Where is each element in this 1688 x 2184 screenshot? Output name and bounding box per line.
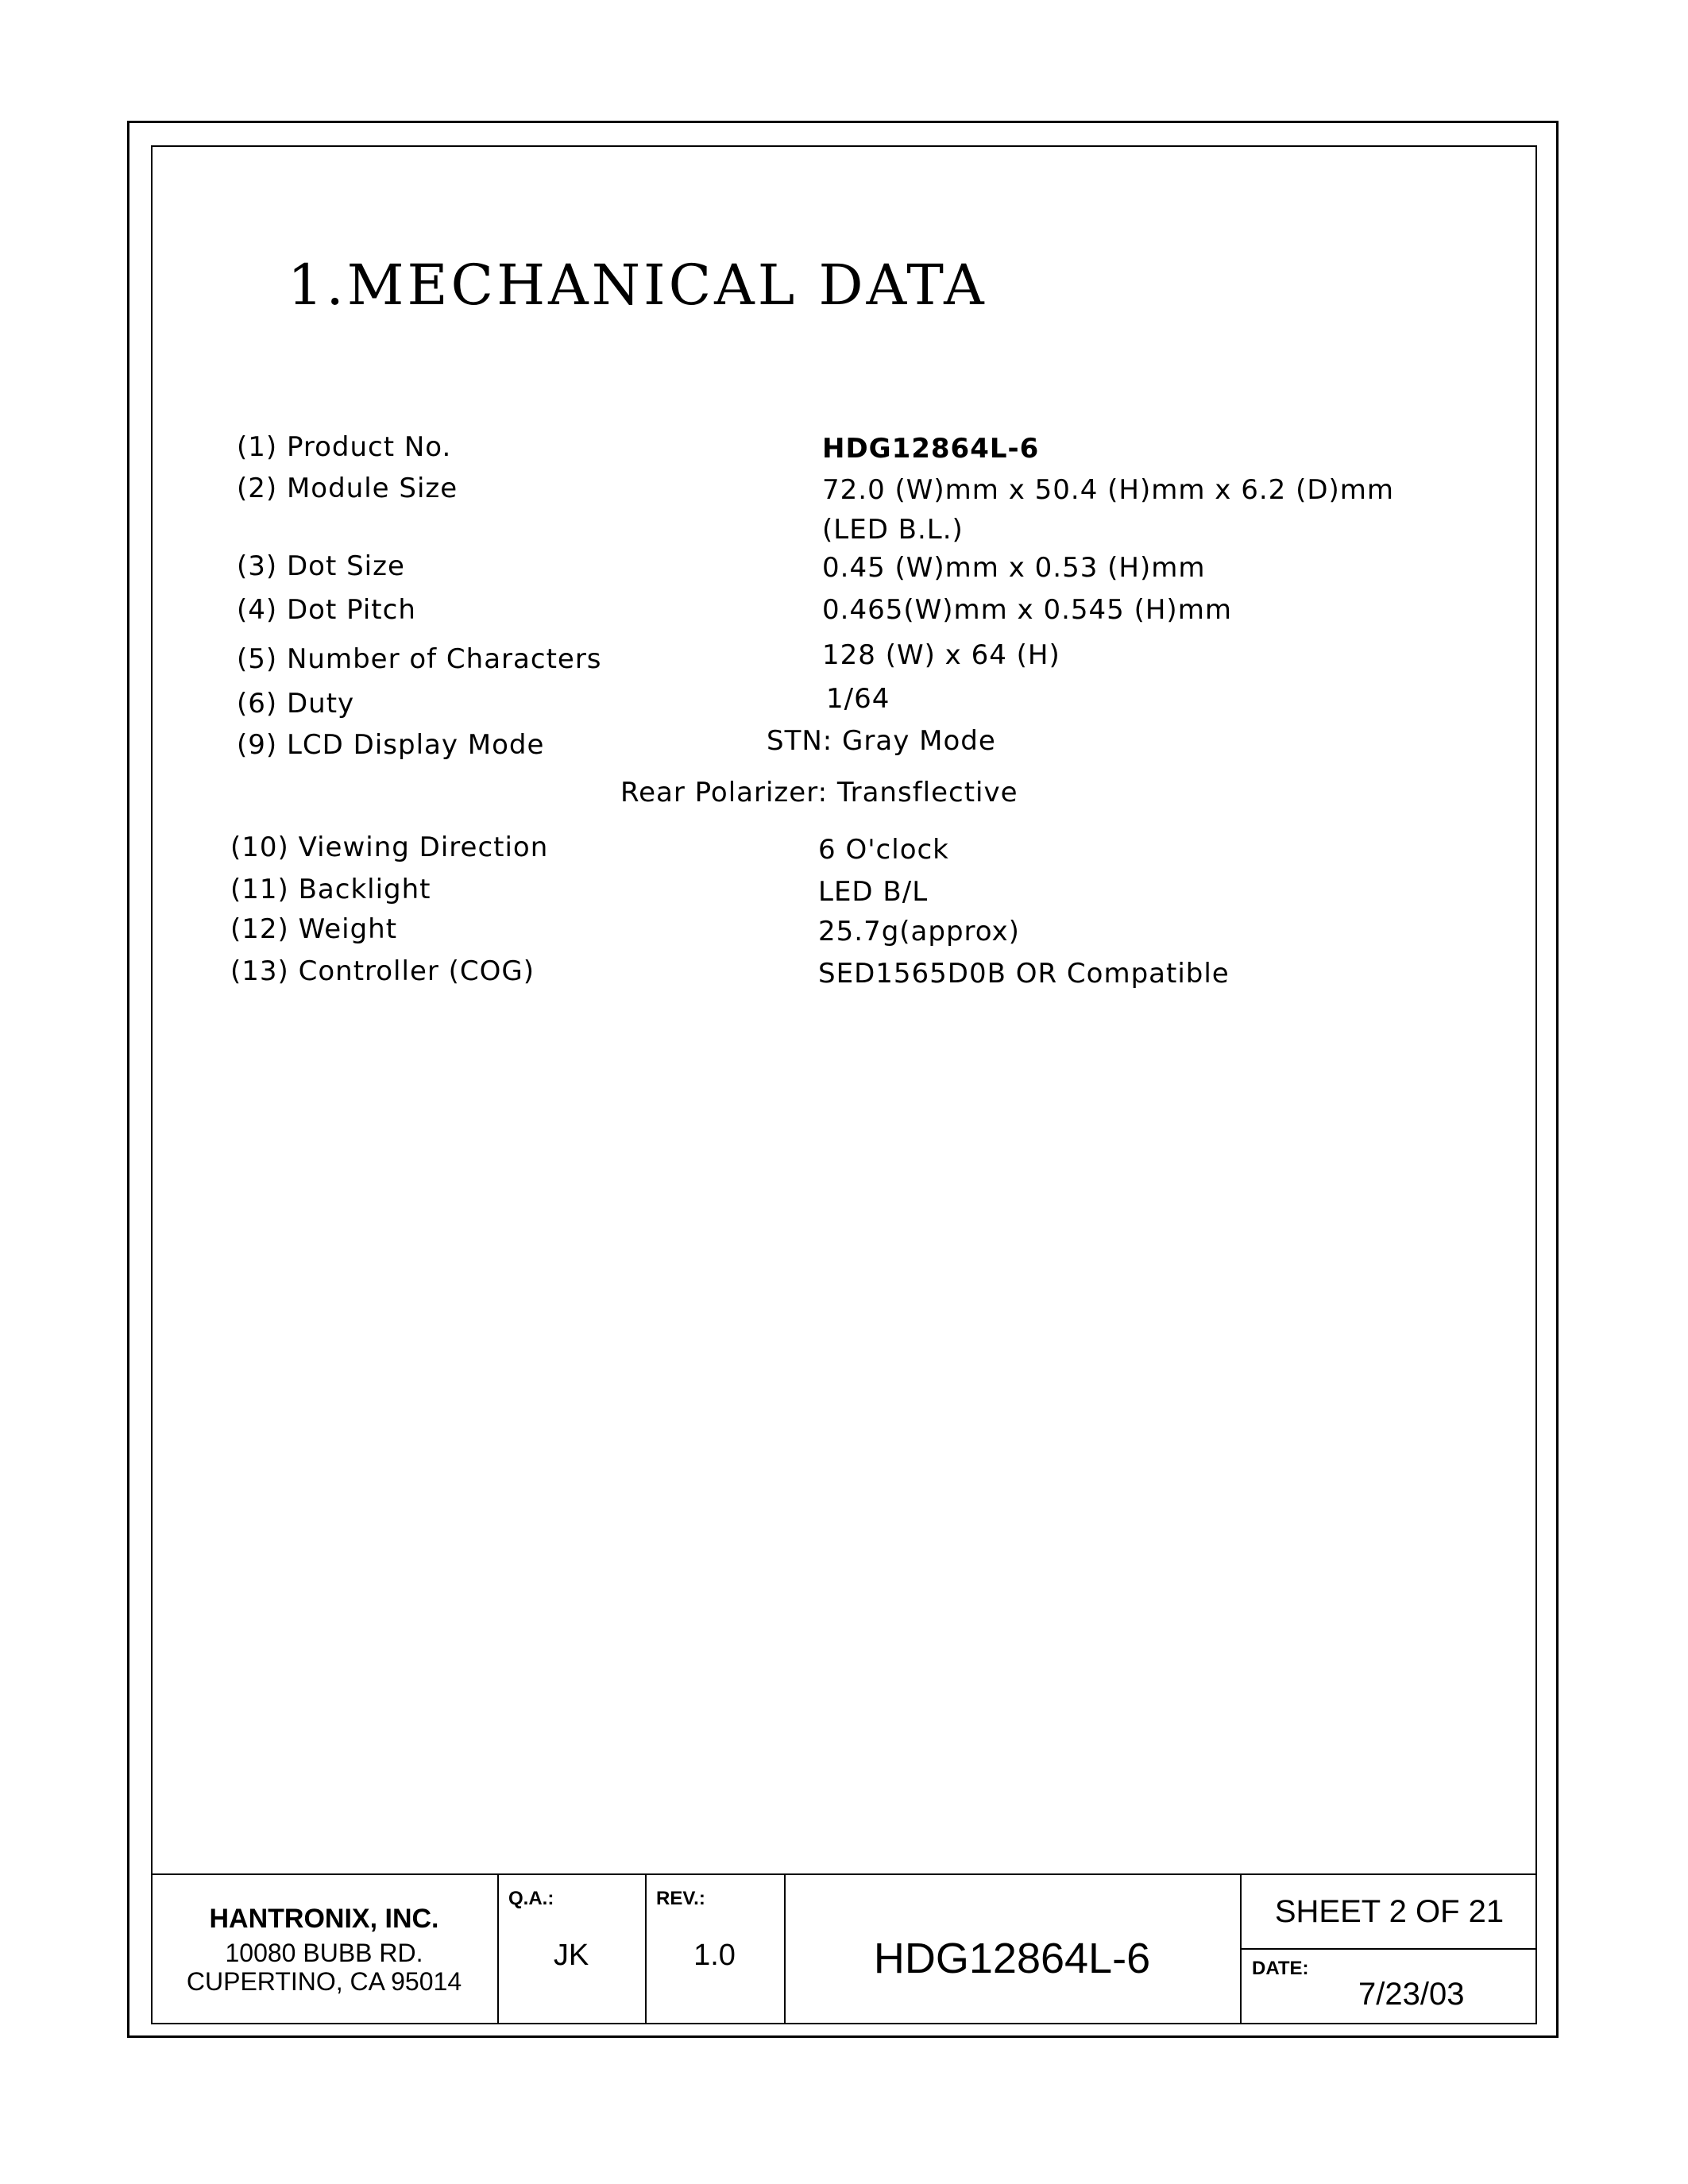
- spec-label-backlight: (11) Backlight: [230, 874, 431, 905]
- spec-label-product-no: (1) Product No.: [237, 431, 452, 463]
- qa-label: Q.A.:: [508, 1888, 554, 1909]
- spec-label-dot-size: (3) Dot Size: [237, 550, 405, 582]
- spec-value-rear-polarizer: Rear Polarizer: Transflective: [620, 777, 1018, 808]
- spec-value-lcd-display-mode: STN: Gray Mode: [767, 725, 996, 757]
- spec-label-weight: (12) Weight: [230, 913, 398, 945]
- spec-value-duty: 1/64: [826, 683, 890, 715]
- spec-value-viewing-direction: 6 O'clock: [818, 834, 949, 866]
- company-name: HANTRONIX, INC.: [209, 1904, 439, 1934]
- inner-border: [151, 145, 1537, 2024]
- spec-label-number-of-characters: (5) Number of Characters: [237, 643, 602, 675]
- spec-label-duty: (6) Duty: [237, 688, 355, 720]
- date-label: DATE:: [1252, 1958, 1309, 1979]
- spec-value-product-no: HDG12864L-6: [822, 433, 1040, 465]
- spec-value-weight: 25.7g(approx): [818, 916, 1020, 947]
- spec-value-backlight: LED B/L: [818, 876, 929, 908]
- company-address-street: 10080 BUBB RD.: [225, 1939, 423, 1967]
- spec-label-module-size: (2) Module Size: [237, 473, 458, 504]
- spec-label-controller: (13) Controller (COG): [230, 955, 535, 987]
- spec-value-controller: SED1565D0B OR Compatible: [818, 958, 1230, 990]
- spec-label-viewing-direction: (10) Viewing Direction: [230, 832, 549, 863]
- spec-value-module-size-note: (LED B.L.): [822, 514, 964, 546]
- section-title: 1.MECHANICAL DATA: [288, 253, 987, 318]
- spec-value-dot-size: 0.45 (W)mm x 0.53 (H)mm: [822, 552, 1206, 584]
- spec-label-lcd-display-mode: (9) LCD Display Mode: [237, 729, 545, 761]
- date-value: 7/23/03: [1358, 1977, 1465, 2012]
- part-number: HDG12864L-6: [873, 1935, 1151, 1982]
- rev-value: 1.0: [693, 1939, 736, 1972]
- qa-value: JK: [553, 1939, 589, 1972]
- title-block: [151, 1873, 1537, 2024]
- title-block-divider: [1242, 1948, 1537, 1950]
- sheet-number: SHEET 2 OF 21: [1274, 1894, 1505, 1929]
- spec-value-number-of-characters: 128 (W) x 64 (H): [822, 639, 1060, 671]
- spec-value-module-size: 72.0 (W)mm x 50.4 (H)mm x 6.2 (D)mm: [822, 474, 1395, 506]
- rev-label: REV.:: [656, 1888, 705, 1909]
- company-address-city: CUPERTINO, CA 95014: [186, 1967, 462, 1996]
- spec-label-dot-pitch: (4) Dot Pitch: [237, 594, 416, 626]
- spec-value-dot-pitch: 0.465(W)mm x 0.545 (H)mm: [822, 594, 1232, 626]
